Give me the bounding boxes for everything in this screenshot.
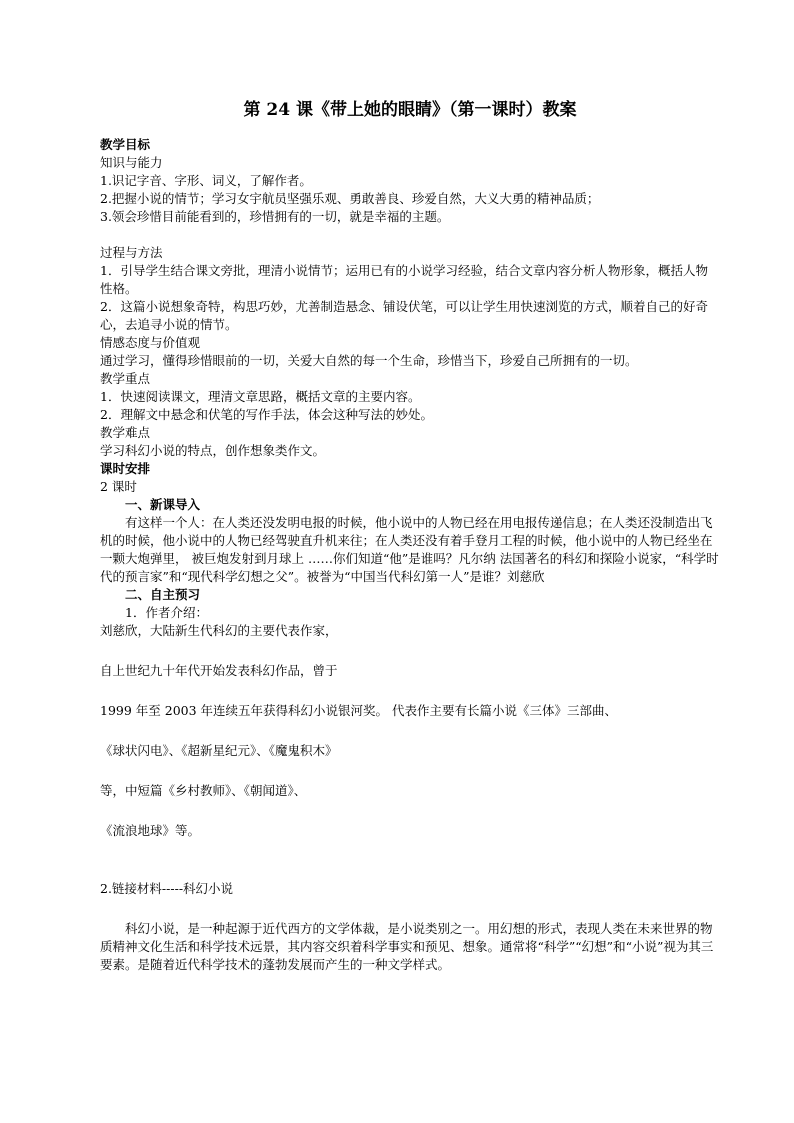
- author-line: 《流浪地球》等。: [100, 823, 201, 838]
- schedule-text: 2 课时: [100, 479, 137, 494]
- author-line: 1999 年至 2003 年连续五年获得科幻小说银河奖。 代表作主要有长篇小说《三体》三部曲、: [100, 703, 618, 718]
- knowledge-heading: 知识与能力: [100, 155, 163, 170]
- knowledge-item: 1.识记字音、字形、词义，了解作者。: [100, 173, 312, 188]
- author-line: 《球状闪电》、《超新星纪元》、《魔鬼积木》: [100, 743, 338, 758]
- material-paragraph: 科幻小说，是一种起源于近代西方的文学体裁，是小说类别之一。用幻想的形式，表现人类在未来世界的物质精神文化生活和科学技术远景，其内容交织着科学事实和预见、想象。通常将“科学”“幻想”和“小说”视为其三要素。是随着近代科学技术的蓬勃发展而产生的一种文学样式。: [100, 921, 714, 972]
- process-heading: 过程与方法: [100, 245, 163, 260]
- difficulty-text: 学习科幻小说的特点，创作想象类作文。: [100, 443, 326, 458]
- process-item: 2．这篇小说想象奇特，构思巧妙，尤善制造悬念、铺设伏笔，可以让学生用快速浏览的方式，顺着自己的好奇心，去追寻小说的情节。: [100, 299, 708, 332]
- emotion-text: 通过学习，懂得珍惜眼前的一切，关爱大自然的每一个生命，珍惜当下，珍爱自己所拥有的一切。: [100, 353, 638, 368]
- process-item: 1．引导学生结合课文旁批，理清小说情节；运用已有的小说学习经验，结合文章内容分析人物形象，概括人物性格。: [100, 263, 708, 296]
- author-intro-label: 1．作者介绍：: [125, 605, 208, 620]
- emotion-heading: 情感态度与价值观: [100, 335, 201, 350]
- key-point-item: 1．快速阅读课文，理清文章思路，概括文章的主要内容。: [100, 389, 421, 404]
- key-points-heading: 教学重点: [100, 371, 151, 386]
- material-label: 2.链接材料-----科幻小说: [100, 881, 234, 896]
- key-point-item: 2．理解文中悬念和伏笔的写作手法，体会这种写法的妙处。: [100, 407, 433, 422]
- knowledge-item: 3.领会珍惜目前能看到的，珍惜拥有的一切，就是幸福的主题。: [100, 209, 450, 224]
- objectives-heading: 教学目标: [100, 137, 151, 152]
- section-heading-preview: 二、自主预习: [125, 587, 201, 602]
- document-body: [100, 96, 720, 974]
- author-line: 等，中短篇《乡村教师》、《朝闻道》、: [100, 783, 307, 798]
- schedule-heading: 课时安排: [100, 461, 151, 476]
- section-heading-intro: 一、新课导入: [125, 497, 201, 512]
- knowledge-item: 2.把握小说的情节；学习女宇航员坚强乐观、勇敢善良、珍爱自然，大义大勇的精神品质；: [100, 191, 600, 206]
- document-title: 第 24 课《带上她的眼睛》（第一课时）教案: [243, 100, 577, 120]
- author-line: 自上世纪九十年代开始发表科幻作品，曾于: [100, 663, 338, 678]
- intro-paragraph: 有这样一个人：在人类还没发明电报的时候，他小说中的人物已经在用电报传递信息；在人类还没制造出飞机的时候，他小说中的人物已经驾驶直升机来往；在人类还没有着手登月工程的时候，他小说中的人物已经坐在一颗大炮弹里， 被巨炮发射到月球上 ……你们知道“他”是谁吗？凡尔纳 法国著名的科幻和探险小说家，“科学时代的预言家”和“现代科学幻想之父”。被誉为“中国当代科幻第一人”是谁？刘慈欣: [100, 515, 719, 584]
- author-line: 刘慈欣，大陆新生代科幻的主要代表作家，: [100, 623, 338, 638]
- difficulty-heading: 教学难点: [100, 425, 151, 440]
